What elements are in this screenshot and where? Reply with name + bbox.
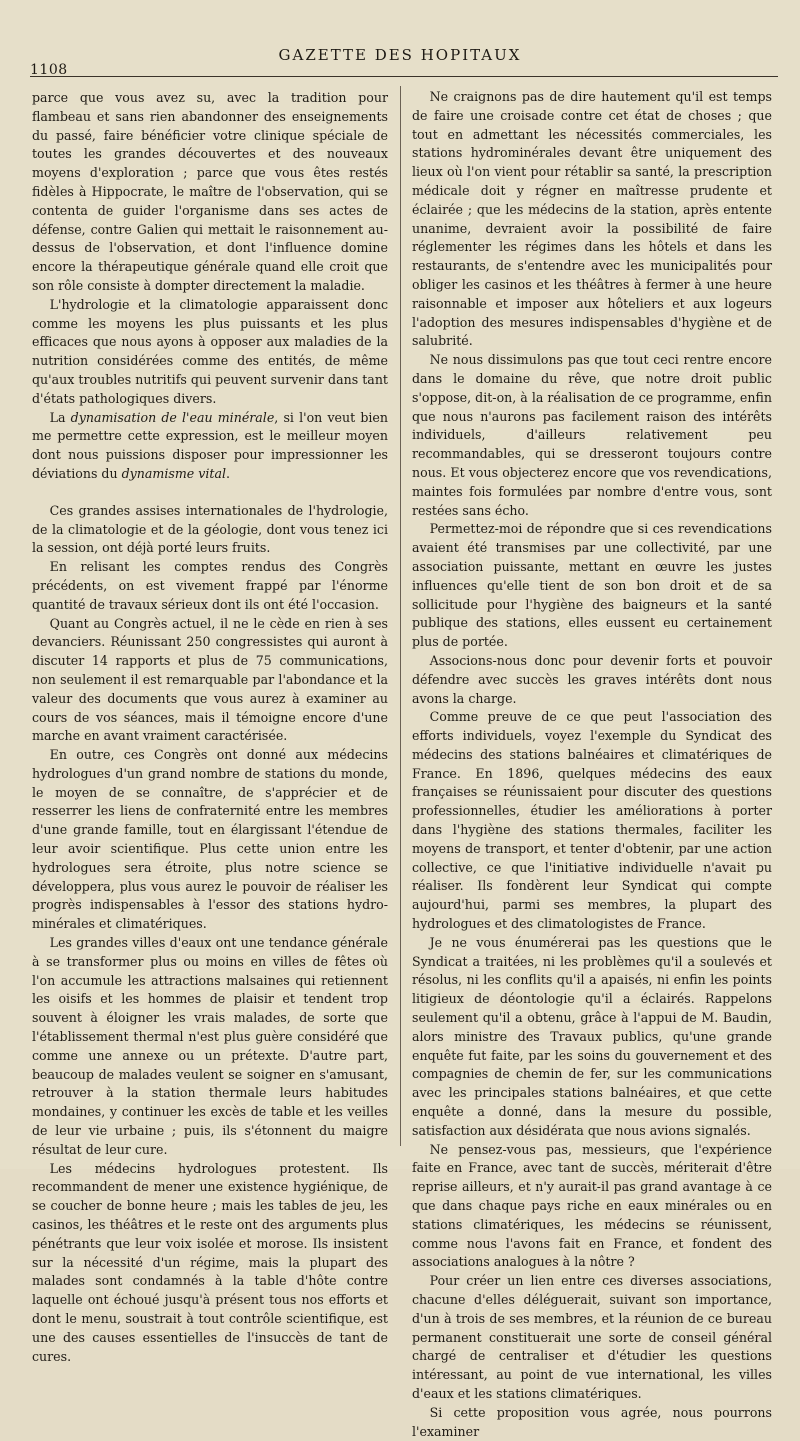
text-run: , si l'on veut bien me permettre cette expression, est le meilleur moyen dont nous puissions disposer pour impressionner les déviations du <box>32 409 388 481</box>
page-number: 1108 <box>30 62 68 78</box>
journal-title: GAZETTE DES HOPITAUX <box>278 46 522 64</box>
paragraph: Associons-nous donc pour devenir forts et pouvoir défendre avec succès les graves intérêts dont nous avons la charge. <box>412 652 772 706</box>
paragraph: Quant au Congrès actuel, il ne le cède en rien à ses devanciers. Réunissant 250 congressistes qui auront à discuter 14 rapports et plus de 75 communications, non seulement il est remarquable par l'abondance et la valeur des documents que vous aurez à examiner au cours de vos séances, mais il témoigne encore d'une marche en avant vraiment caractérisée. <box>32 615 388 744</box>
paragraph: En relisant les comptes rendus des Congrès précédents, on est vivement frappé par l'énorme quantité de travaux sérieux dont ils ont été l'occasion. <box>32 559 388 612</box>
paragraph: Ces grandes assises internationales de l'hydrologie, de la climatologie et de la géologie, dont vous tenez ici la session, ont déjà porté leurs fruits. <box>32 502 388 556</box>
paragraph: Ne craignons pas de dire hautement qu'il est temps de faire une croisade contre cet état de choses ; que tout en admettant les nécessités commerciales, les stations hydrominérales devant être uniquement des lieux où l'on vient pour rétablir sa santé, la prescription médicale doit y régner en maîtresse prudente et éclairée ; que les médecins de la station, après entente unanime, devraient avoir la possibilité de faire réglementer les régimes dans les hôtels et dans les restaurants, de s'entendre avec les municipalités pour obliger les casinos et les théâtres à fermer à une heure raisonnable et imposer aux hôteliers et aux logeurs l'adoption des mesures indispensables d'hygiène et de salubrité. <box>412 89 772 349</box>
paragraph: En outre, ces Congrès ont donné aux médecins hydrologues d'un grand nombre de stations du monde, le moyen de se connaître, de s'apprécier et de resserrer les liens de confraternité entre les membres d'une grande famille, tout en élargissant l'étendue de leur avoir scientifique. Plus cette union entre les hydrologues sera étroite, plus notre science se développera, plus vous aurez le pouvoir de réaliser les progrès indispensables à l'essor des stations hydro-minérales et climatériques. <box>32 747 388 932</box>
paragraph <box>32 409 388 484</box>
paragraph: Ne pensez-vous pas, messieurs, que l'expérience faite en France, avec tant de succès, mériterait d'être reprise ailleurs, et n'y aurait-il pas grand avantage à ce que dans chaque pays riche en eaux minérales ou en stations climatériques, les médecins se réunissent, comme nous l'avons fait en France, et fondent des associations analogues à la nôtre ? <box>412 1141 772 1270</box>
paragraph: Je ne vous énumérerai pas les questions que le Syndicat a traitées, ni les problèmes qu'il a soulevés et résolus, ni les conflits qu'il a apaisés, ni enfin les points litigieux de déontologie qu'il a éclairés. Rappelons seulement qu'il a obtenu, grâce à l'appui de M. Baudin, alors ministre des Travaux publics, qu'une grande enquête fut faite, par les soins du gouvernement et des compagnies de chemin de fer, sur les communications avec les principales stations balnéaires, et que cette enquête a donné, dans la mesure du possible, satisfaction aux désidérata que nous avions signalés. <box>412 934 772 1138</box>
paragraph: L'hydrologie et la climatologie apparaissent donc comme les moyens les plus puissants et les plus efficaces que nous ayons à opposer aux maladies de la nutrition considérées comme des entités, de même qu'aux troubles nutritifs qui peuvent survenir dans tant d'états pathologiques divers. <box>32 296 388 406</box>
left-column <box>32 89 388 1366</box>
column-divider <box>400 86 401 1146</box>
paragraph: Si cette proposition vous agrée, nous pourrons l'examiner <box>412 1404 772 1439</box>
paragraph: parce que vous avez su, avec la tradition pour flambeau et sans rien abandonner des enseignements du passé, faire bénéficier votre clinique spéciale de toutes les grandes découvertes et des nouveaux moyens d'exploration ; parce que vous êtes restés fidèles à Hippocrate, le maître de l'observation, qui se contenta de guider l'organisme dans ses actes de défense, contre Galien qui mettait le raisonnement au-dessus de l'observation, et dont l'influence domine encore la thérapeutique générale quand elle croit que son rôle consiste à dompter directement la maladie. <box>32 90 388 293</box>
text-run: La <box>49 409 66 425</box>
paragraph: Permettez-moi de répondre que si ces revendications avaient été transmises par une collectivité, par une association puissante, mettant en œuvre les justes influences qu'elle tient de son bon droit et de sa sollicitude pour l'hygiène des baigneurs et la santé publique des stations, elles eussent eu certainement plus de portée. <box>412 521 772 650</box>
header-rule <box>30 76 778 77</box>
paragraph: Les médecins hydrologues protestent. Ils recommandent de mener une existence hygiénique, de se coucher de bonne heure ; mais les tables de jeu, les casinos, les théâtres et le reste ont des arguments plus pénétrants que leur voix isolée et morose. Ils insistent sur la nécessité d'un régime, mais la plupart des malades sont condamnés à la table d'hôte contre laquelle ont échoué jusqu'à présent tous nos efforts et dont le menu, soustrait à tout contrôle scientifique, est une des causes essentielles de l'insuccès de tant de cures. <box>32 1160 388 1364</box>
text-run: . <box>225 465 230 481</box>
paragraph: Ne nous dissimulons pas que tout ceci rentre encore dans le domaine du rêve, que notre droit public s'oppose, dit-on, à la réalisation de ce programme, enfin que nous n'aurons pas facilement raison des intérêts individuels, d'ailleurs relativement peu recommandables, qui se dresseront toujours contre nous. Et vous objecterez encore que vos revendications, maintes fois formulées par nombre d'entre vous, sont restées sans écho. <box>412 352 772 518</box>
paragraph: Pour créer un lien entre ces diverses associations, chacune d'elles déléguerait, suivant son importance, d'un à trois de ses membres, et la réunion de ce bureau permanent constituerait une sorte de conseil général chargé de centraliser et d'étudier les questions intéressant, au point de vue international, les villes d'eaux et les stations climatériques. <box>412 1273 772 1401</box>
paragraph: Les grandes villes d'eaux ont une tendance générale à se transformer plus ou moins en villes de fêtes où l'on accumule les attractions malsaines qui retiennent les oisifs et les hommes de plaisir et tendent trop souvent à éloigner les vrais malades, de sorte que l'établissement thermal n'est plus guère considéré que comme une annexe ou un prétexte. D'autre part, beaucoup de malades veulent se soigner en s'amusant, retrouver à la station thermale leurs habitudes mondaines, y continuer les excès de table et les veilles de leur vie urbaine ; puis, ils s'étonnent du maigre résultat de leur cure. <box>32 935 388 1157</box>
paragraph: Comme preuve de ce que peut l'association des efforts individuels, voyez l'exemple du Syndicat des médecins des stations balnéaires et climatériques de France. En 1896, quelques médecins des eaux françaises se réunissaient pour discuter des questions professionnelles, étudier les améliorations à porter dans l'hygiène des stations thermales, faciliter les moyens de transport, et tenter d'obtenir, par une action collective, ce que l'initiative individuelle n'avait pu réaliser. Ils fondèrent leur Syndicat qui compte aujourd'hui, parmi ses membres, la plupart des hydrologues et des climatologistes de France. <box>412 709 772 932</box>
italic-phrase: dynamisme vital <box>121 465 226 481</box>
right-column <box>412 88 772 1441</box>
italic-phrase: dynamisation de l'eau minérale <box>70 409 275 425</box>
